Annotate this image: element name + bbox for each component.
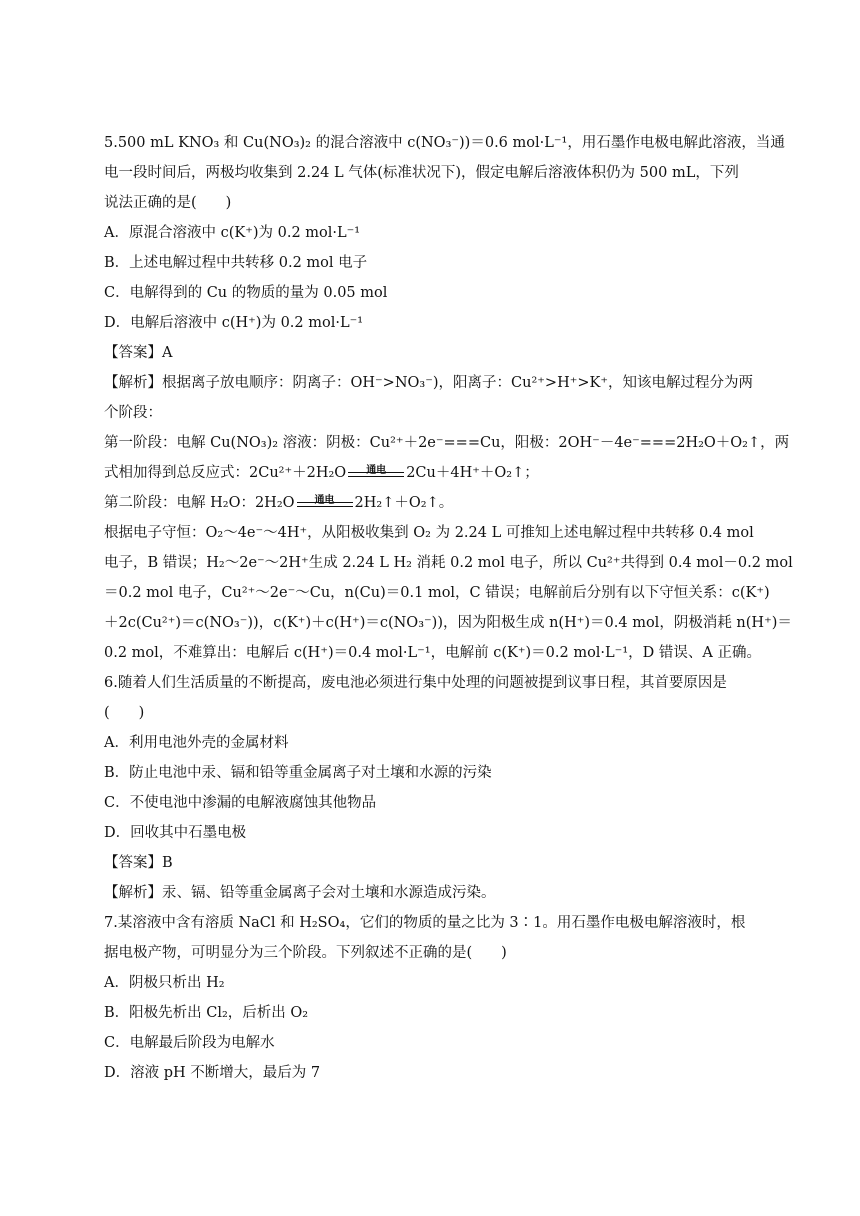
reaction-condition-arrow xyxy=(348,466,404,480)
stage2-reaction-text: 第二阶段：电解 H₂O：2H₂O xyxy=(104,495,295,511)
total-reaction-text: 式相加得到总反应式：2Cu²⁺＋2H₂O xyxy=(104,465,347,481)
q5-analysis-line-3: 第一阶段：电解 Cu(NO₃)₂ 溶液：阴极：Cu²⁺＋2e⁻===Cu，阳极：2OH⁻－4e⁻===2H₂O＋O₂↑，两 xyxy=(104,435,790,451)
q5-option-b: B．上述电解过程中共转移 0.2 mol 电子 xyxy=(104,255,368,271)
q5-option-a: A．原混合溶液中 c(K⁺)为 0.2 mol·L⁻¹ xyxy=(104,225,361,241)
q7-option-a: A．阴极只析出 H₂ xyxy=(104,975,225,991)
q5-answer: 【答案】A xyxy=(104,345,173,361)
q7-stem-line-2: 据电极产物，可明显分为三个阶段。下列叙述不正确的是( ) xyxy=(104,945,507,961)
reaction-condition-arrow-2 xyxy=(297,496,353,510)
q5-analysis-line-8: ＝0.2 mol 电子，Cu²⁺～2e⁻～Cu，n(Cu)＝0.1 mol，C 错误；电解前后分别有以下守恒关系：c(K⁺) xyxy=(104,585,770,601)
q5-stem-line-3: 说法正确的是( ) xyxy=(104,195,232,211)
q5-analysis-line-6: 根据电子守恒：O₂～4e⁻～4H⁺，从阳极收集到 O₂ 为 2.24 L 可推知上述电解过程中共转移 0.4 mol xyxy=(104,525,754,541)
q7-option-d: D．溶液 pH 不断增大，最后为 7 xyxy=(104,1065,321,1081)
q5-option-c: C．电解得到的 Cu 的物质的量为 0.05 mol xyxy=(104,285,388,301)
q6-stem-line-1: 6.随着人们生活质量的不断提高，废电池必须进行集中处理的问题被提到议事日程，其首要原因是 xyxy=(104,675,727,691)
condition-label: 通电 xyxy=(366,465,387,476)
q5-analysis-line-1: 【解析】根据离子放电顺序：阴离子：OH⁻>NO₃⁻)，阳离子：Cu²⁺>H⁺>K⁺，知该电解过程分为两 xyxy=(104,375,754,391)
q5-stem-line-1: 5.500 mL KNO₃ 和 Cu(NO₃)₂ 的混合溶液中 c(NO₃⁻))＝0.6 mol·L⁻¹，用石墨作电极电解此溶液，当通 xyxy=(104,135,785,151)
q6-option-d: D．回收其中石墨电极 xyxy=(104,825,247,841)
q6-option-b: B．防止电池中汞、镉和铅等重金属离子对土壤和水源的污染 xyxy=(104,765,492,781)
q7-option-c: C．电解最后阶段为电解水 xyxy=(104,1035,275,1051)
q7-option-b: B．阳极先析出 Cl₂，后析出 O₂ xyxy=(104,1005,309,1021)
stage2-reaction-products: 2H₂↑＋O₂↑。 xyxy=(354,495,454,511)
total-reaction-products: 2Cu＋4H⁺＋O₂↑； xyxy=(406,465,539,481)
q5-stem-line-2: 电一段时间后，两极均收集到 2.24 L 气体(标准状况下)，假定电解后溶液体积仍为 500 mL，下列 xyxy=(104,165,739,181)
q6-analysis: 【解析】汞、镉、铅等重金属离子会对土壤和水源造成污染。 xyxy=(104,885,496,901)
q5-analysis-line-4 xyxy=(104,458,764,488)
q5-option-d: D．电解后溶液中 c(H⁺)为 0.2 mol·L⁻¹ xyxy=(104,315,364,331)
condition-label-2: 通电 xyxy=(314,495,335,506)
q5-analysis-line-10: 0.2 mol，不难算出：电解后 c(H⁺)＝0.4 mol·L⁻¹，电解前 c(K⁺)＝0.2 mol·L⁻¹，D 错误、A 正确。 xyxy=(104,645,761,661)
q5-analysis-line-7: 电子，B 错误；H₂～2e⁻～2H⁺生成 2.24 L H₂ 消耗 0.2 mol 电子，所以 Cu²⁺共得到 0.4 mol－0.2 mol xyxy=(104,555,793,571)
document-body xyxy=(104,128,793,1088)
q7-stem-line-1: 7.某溶液中含有溶质 NaCl 和 H₂SO₄，它们的物质的量之比为 3∶1。用石墨作电极电解溶液时，根 xyxy=(104,915,746,931)
q6-option-c: C．不使电池中渗漏的电解液腐蚀其他物品 xyxy=(104,795,377,811)
q5-analysis-line-9: ＋2c(Cu²⁺)＝c(NO₃⁻))，c(K⁺)＋c(H⁺)＝c(NO₃⁻))，因为阳极生成 n(H⁺)＝0.4 mol，阴极消耗 n(H⁺)＝ xyxy=(104,615,792,631)
q5-analysis-line-5 xyxy=(104,488,764,518)
q6-answer: 【答案】B xyxy=(104,855,173,871)
q6-option-a: A．利用电池外壳的金属材料 xyxy=(104,735,289,751)
q5-analysis-line-2: 个阶段： xyxy=(104,405,162,421)
q6-stem-line-2: ( ) xyxy=(104,705,145,721)
